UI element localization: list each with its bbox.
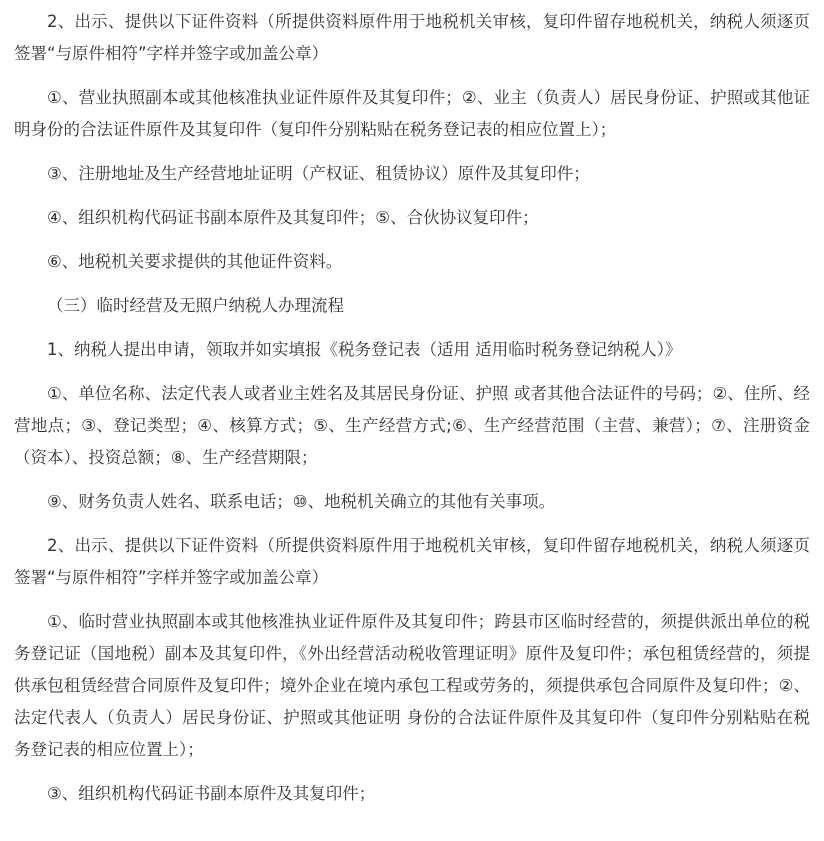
paragraph-form-items-2: ⑨、财务负责人姓名、联系电话；⑩、地税机关确立的其他有关事项。 — [47, 492, 556, 511]
paragraph-docs-required-2: 2、出示、提供以下证件资料（所提供资料原件用于地税机关审核，复印件留存地税机关，纳税人须逐页签署“与原件相符”字样并签字或加盖公章） — [14, 536, 810, 587]
paragraph-item-other-docs: ⑥、地税机关要求提供的其他证件资料。 — [47, 252, 343, 271]
paragraph-item-org-code: ④、组织机构代码证书副本原件及其复印件；⑤、合伙协议复印件； — [47, 208, 539, 227]
paragraph-form-items: ①、单位名称、法定代表人或者业主姓名及其居民身份证、护照 或者其他合法证件的号码；②、住所、经营地点；③、登记类型；④、核算方式；⑤、生产经营方式;⑥、生产经营范围（主营、兼营）；⑦、注册资金（资本）、投资总额；⑧、生产经营期限； — [14, 384, 810, 467]
paragraph-temporary-license: ①、临时营业执照副本或其他核准执业证件原件及其复印件；跨县市区临时经营的，须提供派出单位的税务登记证（国地税）副本及其复印件，《外出经营活动税收管理证明》原件及复印件；承包租赁经营的，须提供承包租赁经营合同原件及复印件；境外企业在境内承包工程或劳务的，须提供承包合同原件及复印件；②、法定代表人（负责人）居民身份证、护照或其他证明 身份的合法证件原件及其复印件（复印件分别粘贴在税务登记表的相应位置上）； — [14, 612, 810, 759]
section-heading-temporary: （三）临时经营及无照户纳税人办理流程 — [47, 296, 344, 315]
paragraph-docs-required: 2、出示、提供以下证件资料（所提供资料原件用于地税机关审核，复印件留存地税机关，纳税人须逐页签署“与原件相符”字样并签字或加盖公章） — [14, 12, 810, 63]
paragraph-item-license-id: ①、营业执照副本或其他核准执业证件原件及其复印件；②、业主（负责人）居民身份证、护照或其他证明身份的合法证件原件及其复印件（复印件分别粘贴在税务登记表的相应位置上）； — [14, 88, 810, 139]
article-body — [14, 6, 810, 822]
paragraph-apply-form: 1、纳税人提出申请，领取并如实填报《税务登记表（适用 适用临时税务登记纳税人）》 — [47, 340, 682, 359]
paragraph-item-address-proof: ③、注册地址及生产经营地址证明（产权证、租赁协议）原件及其复印件； — [47, 164, 590, 183]
paragraph-org-code-2: ③、组织机构代码证书副本原件及其复印件； — [47, 784, 376, 803]
